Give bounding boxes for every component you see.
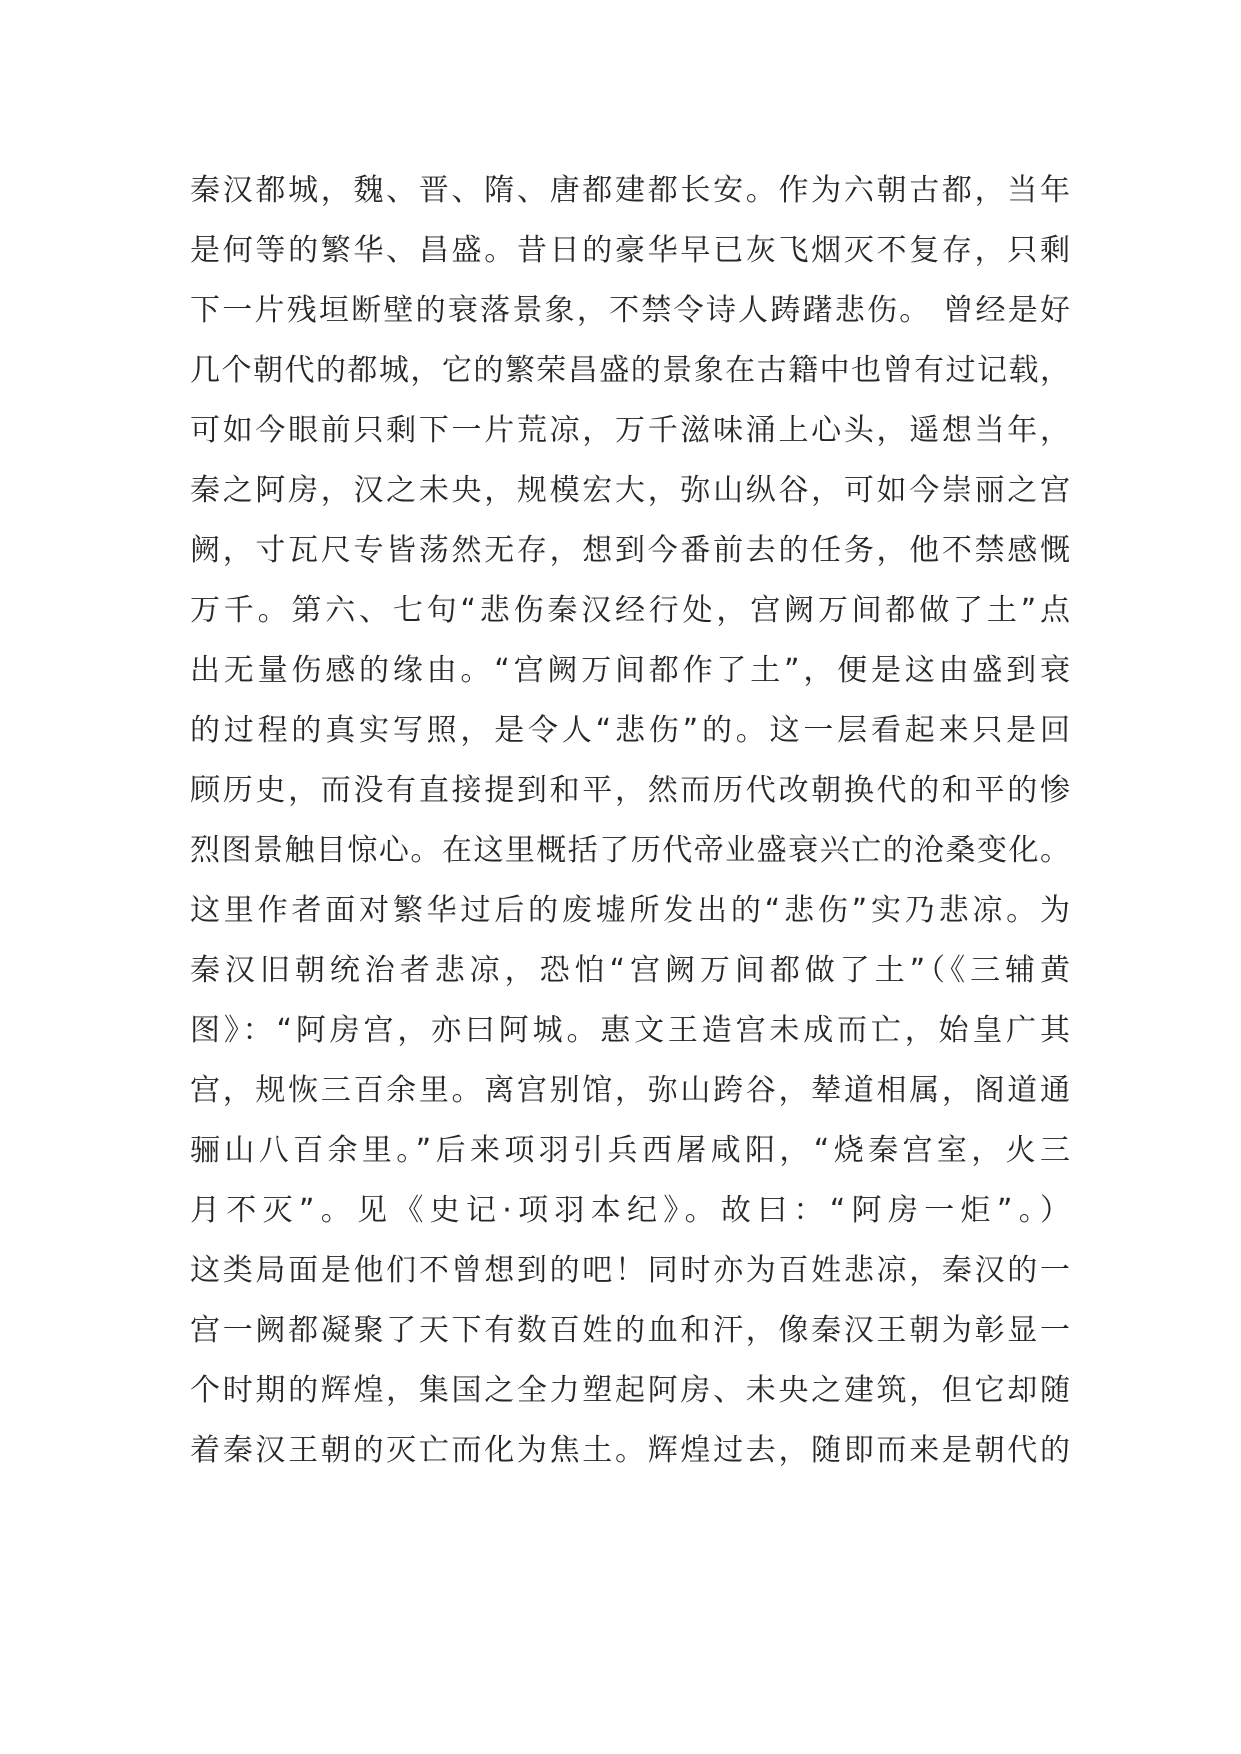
text-line: 几个朝代的都城，它的繁荣昌盛的景象在古籍中也曾有过记载， xyxy=(190,353,1070,388)
body-text xyxy=(190,161,1070,1481)
text-line: 个时期的辉煌，集国之全力塑起阿房、未央之建筑，但它却随 xyxy=(190,1373,1070,1408)
text-line: 骊山八百余里。”后来项羽引兵西屠咸阳，“烧秦宫室，火三 xyxy=(190,1133,1070,1168)
text-line: 秦之阿房，汉之未央，规模宏大，弥山纵谷，可如今崇丽之宫 xyxy=(190,473,1070,508)
text-line: 顾历史，而没有直接提到和平，然而历代改朝换代的和平的惨 xyxy=(190,773,1070,808)
text-line: 可如今眼前只剩下一片荒凉，万千滋味涌上心头，遥想当年， xyxy=(190,413,1070,448)
text-line: 秦汉旧朝统治者悲凉，恐怕“宫阙万间都做了土”（《三辅黄 xyxy=(190,953,1070,988)
text-line: 这里作者面对繁华过后的废墟所发出的“悲伤”实乃悲凉。为 xyxy=(190,893,1070,928)
text-line: 宫一阙都凝聚了天下有数百姓的血和汗，像秦汉王朝为彰显一 xyxy=(190,1313,1070,1348)
text-line: 的过程的真实写照，是令人“悲伤”的。这一层看起来只是回 xyxy=(190,713,1070,748)
text-line: 着秦汉王朝的灭亡而化为焦土。辉煌过去，随即而来是朝代的 xyxy=(190,1433,1070,1468)
text-line: 下一片残垣断壁的衰落景象，不禁令诗人踌躇悲伤。 曾经是好 xyxy=(190,293,1070,328)
text-line: 秦汉都城，魏、晋、隋、唐都建都长安。作为六朝古都，当年 xyxy=(190,173,1070,208)
text-line: 图》：“阿房宫，亦曰阿城。惠文王造宫未成而亡，始皇广其 xyxy=(190,1013,1070,1048)
text-line: 阙，寸瓦尺专皆荡然无存，想到今番前去的任务，他不禁感慨 xyxy=(190,533,1070,568)
text-line: 万千。第六、七句“悲伤秦汉经行处，宫阙万间都做了土”点 xyxy=(190,593,1070,628)
text-line: 烈图景触目惊心。在这里概括了历代帝业盛衰兴亡的沧桑变化。 xyxy=(190,833,1070,868)
text-line: 这类局面是他们不曾想到的吧！同时亦为百姓悲凉，秦汉的一 xyxy=(190,1253,1070,1288)
text-line: 是何等的繁华、昌盛。昔日的豪华早已灰飞烟灭不复存，只剩 xyxy=(190,233,1070,268)
text-line: 宫，规恢三百余里。离宫别馆，弥山跨谷，辇道相属，阁道通 xyxy=(190,1073,1070,1108)
text-line: 月不灭”。见《史记·项羽本纪》。故曰：“阿房一炬”。） xyxy=(190,1193,1070,1228)
text-line: 出无量伤感的缘由。“宫阙万间都作了土”，便是这由盛到衰 xyxy=(190,653,1070,688)
